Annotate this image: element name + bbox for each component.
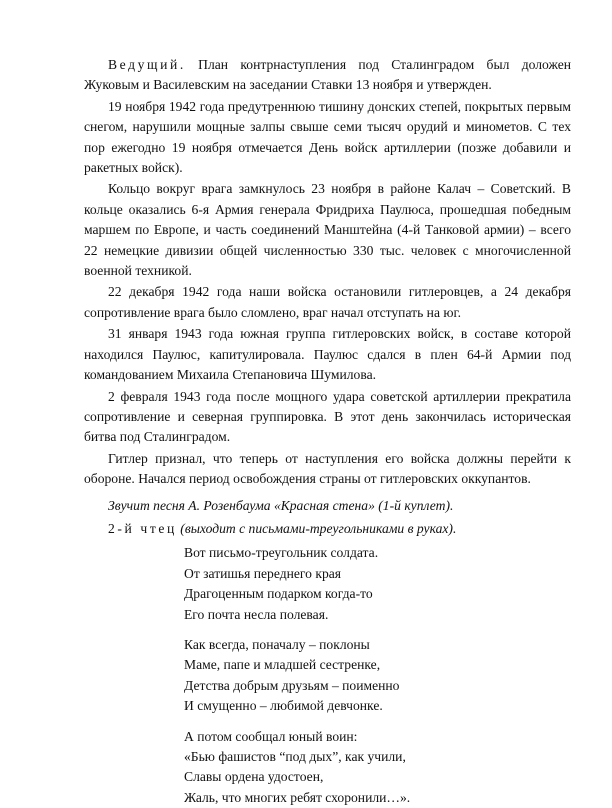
poem-line: А потом сообщал юный воин: (184, 728, 358, 744)
poem-stanza-1 (184, 543, 571, 625)
poem-line: Драгоценным подарком когда-то (184, 586, 373, 602)
poem-line: Его почта несла полевая. (184, 606, 329, 622)
reader-label: 2-й чтец (108, 520, 177, 536)
poem-stanza-2 (184, 635, 571, 717)
poem-line: Детства добрым друзьям – поименно (184, 677, 400, 693)
paragraph-1 (84, 55, 571, 96)
poem-line: И смущенно – любимой девчонке. (184, 698, 383, 714)
document-body (84, 55, 571, 808)
poem-stanza-3 (184, 727, 571, 808)
paragraph-3: Кольцо вокруг врага замкнулось 23 ноября в районе Калач – Советский. В кольце оказались 6-я Армия генерала Фридриха Паулюса, прошедшая победным маршем по Европе, и часть соединений Манштейна (4-й Танковой армии) – всего 22 немецкие дивизии общей численностью 330 тыс. человек с многочисленной военной техникой. (84, 181, 571, 279)
speaker-label: Ведущий. (108, 57, 186, 72)
stage-direction: Звучит песня А. Розенбаума «Красная стена» (1-й куплет). (108, 497, 454, 513)
paragraph-4: 22 декабря 1942 года наши войска остановили гитлеровцев, а 24 декабря сопротивление врага было сломлено, враг начал отступать на юг. (84, 284, 571, 320)
poem-line: Славы ордена удостоен, (184, 769, 324, 785)
poem-line: «Бью фашистов “под дых”, как учили, (184, 749, 406, 764)
paragraph-2: 19 ноября 1942 года предутреннюю тишину донских степей, покрытых первым снегом, нарушили мощные залпы свыше семи тысяч орудий и минометов. С тех пор ежегодно 19 ноября отмечается День войск артиллерии (позже добавили и ракетных войск). (84, 98, 571, 176)
reader-note: (выходит с письмами-треугольниками в руках). (176, 520, 457, 536)
paragraph-5: 31 января 1943 года южная группа гитлеровских войск, в составе которой находился Паулюс, капитулировала. Паулюс сдался в плен 64-й Армии под командованием Михаила Степановича Шумилова. (84, 326, 571, 383)
paragraph-6: 2 февраля 1943 года после мощного удара советской артиллерии прекратила сопротивление и северная группировка. В этот день закончилась историческая битва под Сталинградом. (84, 388, 571, 445)
poem-line: Как всегда, поначалу – поклоны (184, 636, 370, 652)
poem-line: Вот письмо-треугольник солдата. (184, 545, 379, 561)
paragraph-text: План контрнаступления под Сталинградом был доложен Жуковым и Василевским на заседании Ставки 13 ноября и утвержден. (84, 57, 571, 93)
paragraph-7: Гитлер признал, что теперь от наступления его войска должны перейти к обороне. Начался период освобождения страны от гитлеровских оккупантов. (84, 450, 571, 487)
poem-line: Жаль, что многих ребят схоронили…». (184, 789, 411, 805)
poem-line: От затишья переднего края (184, 565, 342, 581)
poem (184, 543, 571, 808)
reader-line (84, 519, 571, 539)
poem-line: Маме, папе и младшей сестренке, (184, 657, 381, 673)
